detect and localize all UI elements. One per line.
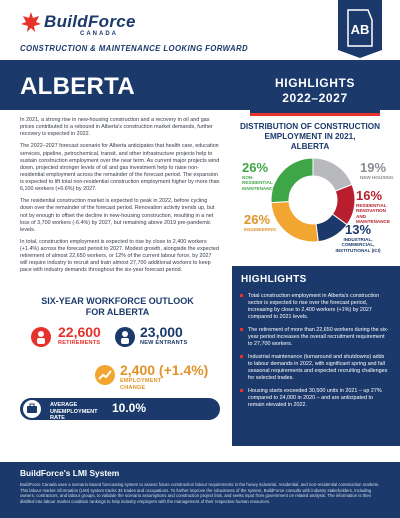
new-entrants-icon: [114, 326, 136, 348]
chart-title: DISTRIBUTION OF CONSTRUCTION EMPLOYMENT IN 2021, ALBERTA: [239, 122, 381, 151]
page-title: ALBERTA: [20, 73, 135, 100]
highlights-box: [250, 68, 380, 116]
intro-paragraph: The 2022–2027 forecast scenario for Alberta anticipates that health care, education services, pipeline, petrochemical, transit, and other infrastructure projects help to sustain construction employment over the near term. As current major projects wind down, projected stronger levels of oil and gas investment help to raise non-residential employment across the remainder of the forecast period. The expansion is expected to lift total non-residential construction employment higher by more than 6,100 workers (+6.6%) by 2027.: [20, 143, 220, 193]
bullet-icon: [240, 389, 243, 392]
list-item: The retirement of more than 22,650 workers during the six-year period increases the overall recruitment requirement to 27,700 workers.: [240, 327, 390, 348]
bullet-icon: [240, 328, 243, 331]
list-item: Total construction employment in Alberta's construction sector is expected to rise over the forecast period, increasing by close to 2,400 workers (+1%) by 2027 compared to 2021 levels.: [240, 293, 390, 321]
retirements-value: 22,600: [58, 324, 101, 340]
buildforce-logo[interactable]: [20, 9, 170, 39]
maple-leaf-icon: [20, 11, 42, 33]
brand-name: BuildForce: [44, 12, 136, 31]
slice-label-new-housing: 19% NEW HOUSING: [360, 160, 394, 180]
footer-text: BuildForce Canada uses a scenario-based forecasting system to assess future construction labour requirements in the heavy industrial, residential, and non-residential construction markets. This labour market information (LMI) system tracks 34 trades and occupations. To further improve the robustness of the system, BuildForce consults with industry stakeholders, including owners, contractors, and labour groups, to validate the scenario assumptions and construction project lists, and seeks input from government on related analysis. The information is then distilled into labour market condition rankings to help industry employers with the management of their respective human resources.: [20, 482, 380, 505]
slice-label-engineering: 26% ENGINEERING: [244, 212, 277, 232]
page-header: [0, 0, 400, 60]
intro-paragraph: In 2021, a strong rise in new-housing construction and a recovery in oil and gas prices contributed to a rebound in Alberta's construction market demands, further recovery is expected in 2022.: [20, 117, 213, 138]
slice-label-residential-renovation: 16% RESIDENTIAL RENOVATION AND MAINTENANCE: [356, 188, 390, 224]
tagline: CONSTRUCTION & MAINTENANCE LOOKING FORWARD: [20, 44, 249, 53]
unemployment-value: 10.0%: [112, 401, 147, 415]
intro-paragraph: The residential construction market is expected to peak in 2022, before cycling down over the remainder of the forecast period. Renovation activity trends up, but not by enough to offset the decline in new-housing construction, resulting in a net loss of 3,700 workers (-6.4%) by 2027, but remaining above 2019 pre-pandemic levels.: [20, 198, 215, 233]
list-item: Housing starts exceeded 30,500 units in 2021 – up 27% compared to 24,000 in 2020 – and are anticipated to remain elevated in 2022.: [240, 388, 390, 409]
retirements-label: RETIREMENTS: [58, 340, 101, 346]
list-item: Industrial maintenance (turnaround and shutdowns) adds to labour demands in 2022, with significant spring and fall seasonal requirements and expected recruiting challenges for selected trades.: [240, 354, 390, 382]
employment-change-label: EMPLOYMENT CHANGE: [120, 378, 162, 391]
alberta-badge-icon: [338, 0, 382, 58]
new-entrants-value: 23,000: [140, 324, 183, 340]
bullet-icon: [240, 355, 243, 358]
intro-text: [20, 117, 220, 280]
briefcase-icon: [23, 400, 41, 418]
brand-sub: CANADA: [80, 31, 118, 37]
slice-label-non-residential: 26% NON-RESIDENTIAL MAINTENANCE: [242, 160, 276, 191]
intro-paragraph: In total, construction employment is expected to rise by close to 2,400 workers (+1.4%) across the forecast period to 2027. Modest growth, alongside the expected retirement of almost 22,650 workers, or 12% of the current labour force, by 2027 will require industry to recruit and train almost 27,700 additional workers to keep pace with industry demands throughout the six-year forecast period.: [20, 238, 219, 274]
employment-change-icon: [94, 364, 116, 386]
badge-text: AB: [350, 22, 370, 37]
highlights-label: HIGHLIGHTS: [275, 76, 355, 90]
highlights-panel-title: HIGHLIGHTS: [241, 274, 307, 285]
highlights-list: [240, 293, 390, 415]
new-entrants-label: NEW ENTRANTS: [140, 340, 188, 346]
employment-change-value: 2,400 (+1.4%): [120, 362, 209, 378]
bullet-icon: [240, 294, 243, 297]
unemployment-label: AVERAGE UNEMPLOYMENT RATE: [50, 402, 98, 422]
retirement-icon: [30, 326, 52, 348]
slice-label-ici: 13% INDUSTRIAL, COMMERCIAL, INSTITUTIONAL (ICI): [335, 222, 381, 253]
donut-hole: [290, 177, 336, 223]
footer-title: BuildForce's LMI System: [20, 468, 120, 478]
outlook-title: SIX-YEAR WORKFORCE OUTLOOK FOR ALBERTA: [41, 296, 194, 318]
highlights-years: 2022–2027: [282, 91, 348, 105]
